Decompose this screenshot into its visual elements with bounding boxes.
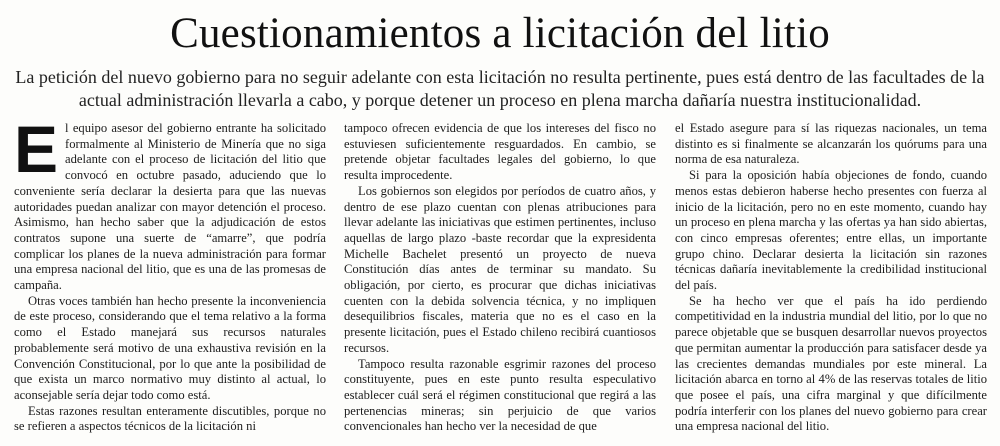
- column-1: [14, 121, 326, 439]
- drop-cap: E: [14, 121, 59, 186]
- paragraph-text: l equipo asesor del gobierno entrante ha solicitado formalmente al Ministerio de Minería que no siga adelante con el proceso de licitación del litio que convocó en octubre pasado, aduciendo que lo conveniente sería declarar la desierta para que las nuevas autoridades puedan analizar con mayor detención el proceso. Asimismo, han hecho saber que la adjudicación de estos contratos supone una suerte de “amarre”, que podría complicar los planes de la nueva administración para formar una empresa nacional del litio, que es una de las promesas de campaña.: [14, 121, 326, 293]
- paragraph: [14, 121, 326, 294]
- column-2: [344, 121, 656, 439]
- paragraph: Se ha hecho ver que el país ha ido perdiendo competitividad en la industria mundial del litio, por lo que no parece objetable que se busquen desarrollar nuevos proyectos que permitan aumentar la producción para satisfacer desde ya las crecientes demandas mundiales por este mineral. La licitación abarca en torno al 4% de las reservas totales de litio que posee el país, una cifra marginal y que difícilmente podría interferir con los planes del nuevo gobierno para crear una empresa nacional del litio.: [675, 293, 987, 434]
- article-headline: Cuestionamientos a licitación del litio: [170, 10, 830, 57]
- paragraph: Si para la oposición había objeciones de fondo, cuando menos estas debieron haberse hecho presentes con fuerza al inicio de la licitación, pero no en este momento, cuando hay un proceso en plena marcha y las ofertas ya han sido abiertas, con cinco empresas oferentes; entre ellas, un importante grupo chino. Declarar desierta la licitación sin razones técnicas dañaría inevitablemente la credibilidad institucional del país.: [675, 168, 987, 293]
- paragraph: Los gobiernos son elegidos por períodos de cuatro años, y dentro de ese plazo cuentan con plenas atribuciones para llevar adelante las iniciativas que estimen pertinentes, incluso aquellas de largo plazo -baste recordar que la expresidenta Michelle Bachelet presentó un proyecto de nueva Constitución días antes de terminar su mandato. Su obligación, por cierto, es procurar que dichas iniciativas cuenten con la debida solvencia técnica, y no impliquen desequilibrios fiscales, materia que no es el caso en la presente licitación, pues el Estado chileno recibirá cuantiosos recursos.: [344, 183, 656, 355]
- paragraph: el Estado asegure para sí las riquezas nacionales, un tema distinto es si finalmente se alcanzarán los quórums para una norma de esa naturaleza.: [675, 121, 987, 167]
- article-body: [14, 121, 989, 439]
- column-3: [675, 121, 987, 439]
- paragraph: tampoco ofrecen evidencia de que los intereses del fisco no estuviesen suficientemente resguardados. En cambio, se pretende objetar facultades legales del gobierno, lo que resulta improcedente.: [344, 121, 656, 183]
- article-deck: La petición del nuevo gobierno para no seguir adelante con esta licitación no resulta pertinente, pues está dentro de las facultades de la actual administración llevarla a cabo, y porque detener un proceso en plena marcha dañaría nuestra institucionalidad.: [15, 67, 985, 110]
- paragraph: Estas razones resultan enteramente discutibles, porque no se refieren a aspectos técnicos de la licitación ni: [14, 403, 326, 434]
- paragraph: Tampoco resulta razonable esgrimir razones del proceso constituyente, pues en este punto resulta especulativo establecer cuál será el régimen constitucional que regirá a las pertenencias mineras; sin perjuicio de que varios convencionales han hecho ver la necesidad de que: [344, 356, 656, 434]
- paragraph: Otras voces también han hecho presente la inconveniencia de este proceso, considerando que el tema relativo a la forma como el Estado manejará sus recursos naturales probablemente será motivo de una exhaustiva revisión en la Convención Constitucional, por lo que ante la posibilidad de que exista un marco normativo muy distinto al actual, lo aconsejable sería dejar todo como está.: [14, 293, 326, 402]
